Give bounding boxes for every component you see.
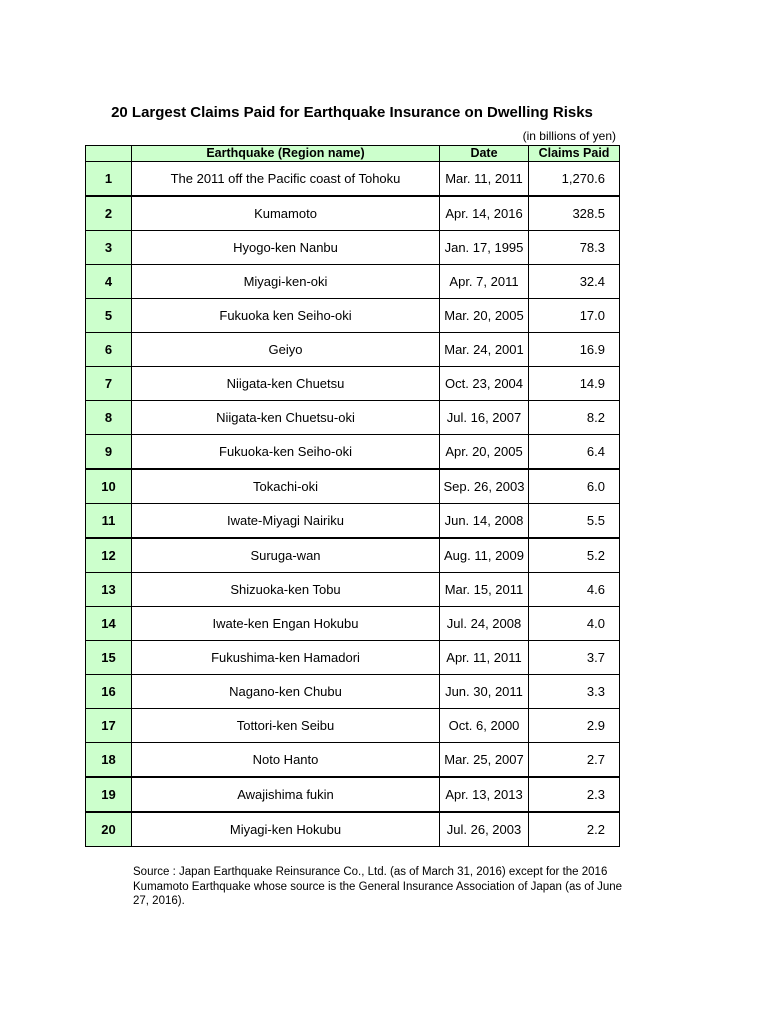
- header-rank: [86, 146, 132, 162]
- table-row: [86, 743, 620, 778]
- rank-cell: 9: [86, 435, 132, 470]
- claims-paid-cell: 16.9: [529, 333, 620, 367]
- claims-paid-cell: 17.0: [529, 299, 620, 333]
- claims-table: [85, 145, 620, 847]
- date-cell: Jul. 24, 2008: [440, 607, 529, 641]
- rank-cell: 12: [86, 538, 132, 573]
- date-cell: Sep. 26, 2003: [440, 469, 529, 504]
- date-cell: Apr. 20, 2005: [440, 435, 529, 470]
- unit-note: (in billions of yen): [522, 129, 616, 143]
- earthquake-name-cell: Niigata-ken Chuetsu-oki: [132, 401, 440, 435]
- table-row: [86, 231, 620, 265]
- rank-cell: 5: [86, 299, 132, 333]
- rank-cell: 16: [86, 675, 132, 709]
- date-cell: Mar. 20, 2005: [440, 299, 529, 333]
- rank-cell: 4: [86, 265, 132, 299]
- claims-paid-cell: 6.4: [529, 435, 620, 470]
- earthquake-name-cell: Shizuoka-ken Tobu: [132, 573, 440, 607]
- table-row: [86, 469, 620, 504]
- claims-paid-cell: 4.6: [529, 573, 620, 607]
- claims-paid-cell: 32.4: [529, 265, 620, 299]
- earthquake-name-cell: Hyogo-ken Nanbu: [132, 231, 440, 265]
- rank-cell: 10: [86, 469, 132, 504]
- earthquake-name-cell: Miyagi-ken-oki: [132, 265, 440, 299]
- earthquake-name-cell: Tottori-ken Seibu: [132, 709, 440, 743]
- table-row: [86, 435, 620, 470]
- earthquake-name-cell: Niigata-ken Chuetsu: [132, 367, 440, 401]
- page-title: 20 Largest Claims Paid for Earthquake Insurance on Dwelling Risks: [111, 104, 593, 121]
- date-cell: Aug. 11, 2009: [440, 538, 529, 573]
- date-cell: Oct. 6, 2000: [440, 709, 529, 743]
- table-row: [86, 607, 620, 641]
- header-claims-paid: Claims Paid: [529, 146, 620, 162]
- date-cell: Jul. 16, 2007: [440, 401, 529, 435]
- earthquake-name-cell: Awajishima fukin: [132, 777, 440, 812]
- rank-cell: 14: [86, 607, 132, 641]
- date-cell: Mar. 11, 2011: [440, 162, 529, 197]
- table-row: [86, 812, 620, 847]
- table-row: [86, 641, 620, 675]
- claims-paid-cell: 5.2: [529, 538, 620, 573]
- rank-cell: 6: [86, 333, 132, 367]
- earthquake-name-cell: Kumamoto: [132, 196, 440, 231]
- table-row: [86, 367, 620, 401]
- earthquake-name-cell: Fukuoka-ken Seiho-oki: [132, 435, 440, 470]
- rank-cell: 1: [86, 162, 132, 197]
- table-row: [86, 504, 620, 539]
- claims-paid-cell: 4.0: [529, 607, 620, 641]
- rank-cell: 8: [86, 401, 132, 435]
- earthquake-name-cell: Iwate-Miyagi Nairiku: [132, 504, 440, 539]
- table-row: [86, 777, 620, 812]
- rank-cell: 17: [86, 709, 132, 743]
- claims-paid-cell: 14.9: [529, 367, 620, 401]
- claims-paid-cell: 1,270.6: [529, 162, 620, 197]
- table-row: [86, 299, 620, 333]
- table-row: [86, 196, 620, 231]
- table-body: [86, 162, 620, 847]
- table-row: [86, 675, 620, 709]
- rank-cell: 3: [86, 231, 132, 265]
- claims-paid-cell: 78.3: [529, 231, 620, 265]
- rank-cell: 11: [86, 504, 132, 539]
- earthquake-name-cell: Fukushima-ken Hamadori: [132, 641, 440, 675]
- date-cell: Jun. 30, 2011: [440, 675, 529, 709]
- date-cell: Mar. 25, 2007: [440, 743, 529, 778]
- earthquake-name-cell: Fukuoka ken Seiho-oki: [132, 299, 440, 333]
- rank-cell: 2: [86, 196, 132, 231]
- table-row: [86, 401, 620, 435]
- claims-paid-cell: 5.5: [529, 504, 620, 539]
- date-cell: Jul. 26, 2003: [440, 812, 529, 847]
- date-cell: Oct. 23, 2004: [440, 367, 529, 401]
- table-header-row: [86, 146, 620, 162]
- claims-paid-cell: 6.0: [529, 469, 620, 504]
- claims-paid-cell: 3.7: [529, 641, 620, 675]
- earthquake-name-cell: Suruga-wan: [132, 538, 440, 573]
- table-row: [86, 333, 620, 367]
- table-row: [86, 162, 620, 197]
- claims-paid-cell: 2.9: [529, 709, 620, 743]
- earthquake-name-cell: Noto Hanto: [132, 743, 440, 778]
- date-cell: Jun. 14, 2008: [440, 504, 529, 539]
- earthquake-name-cell: Geiyo: [132, 333, 440, 367]
- date-cell: Apr. 11, 2011: [440, 641, 529, 675]
- rank-cell: 13: [86, 573, 132, 607]
- claims-paid-cell: 8.2: [529, 401, 620, 435]
- source-note: Source : Japan Earthquake Reinsurance Co., Ltd. (as of March 31, 2016) except for the 2016 Kumamoto Earthquake whose source is the General Insurance Association of Japan (as of June 27, 2016).: [133, 866, 623, 907]
- earthquake-name-cell: Nagano-ken Chubu: [132, 675, 440, 709]
- date-cell: Mar. 24, 2001: [440, 333, 529, 367]
- table-row: [86, 573, 620, 607]
- date-cell: Apr. 14, 2016: [440, 196, 529, 231]
- date-cell: Apr. 7, 2011: [440, 265, 529, 299]
- claims-paid-cell: 328.5: [529, 196, 620, 231]
- earthquake-name-cell: Iwate-ken Engan Hokubu: [132, 607, 440, 641]
- claims-paid-cell: 2.2: [529, 812, 620, 847]
- claims-paid-cell: 2.3: [529, 777, 620, 812]
- rank-cell: 18: [86, 743, 132, 778]
- table-row: [86, 709, 620, 743]
- date-cell: Apr. 13, 2013: [440, 777, 529, 812]
- header-date: Date: [440, 146, 529, 162]
- date-cell: Mar. 15, 2011: [440, 573, 529, 607]
- rank-cell: 20: [86, 812, 132, 847]
- earthquake-name-cell: Miyagi-ken Hokubu: [132, 812, 440, 847]
- date-cell: Jan. 17, 1995: [440, 231, 529, 265]
- claims-paid-cell: 2.7: [529, 743, 620, 778]
- earthquake-name-cell: The 2011 off the Pacific coast of Tohoku: [132, 162, 440, 197]
- earthquake-name-cell: Tokachi-oki: [132, 469, 440, 504]
- rank-cell: 19: [86, 777, 132, 812]
- table-row: [86, 538, 620, 573]
- rank-cell: 7: [86, 367, 132, 401]
- table-row: [86, 265, 620, 299]
- header-earthquake: Earthquake (Region name): [132, 146, 440, 162]
- claims-paid-cell: 3.3: [529, 675, 620, 709]
- rank-cell: 15: [86, 641, 132, 675]
